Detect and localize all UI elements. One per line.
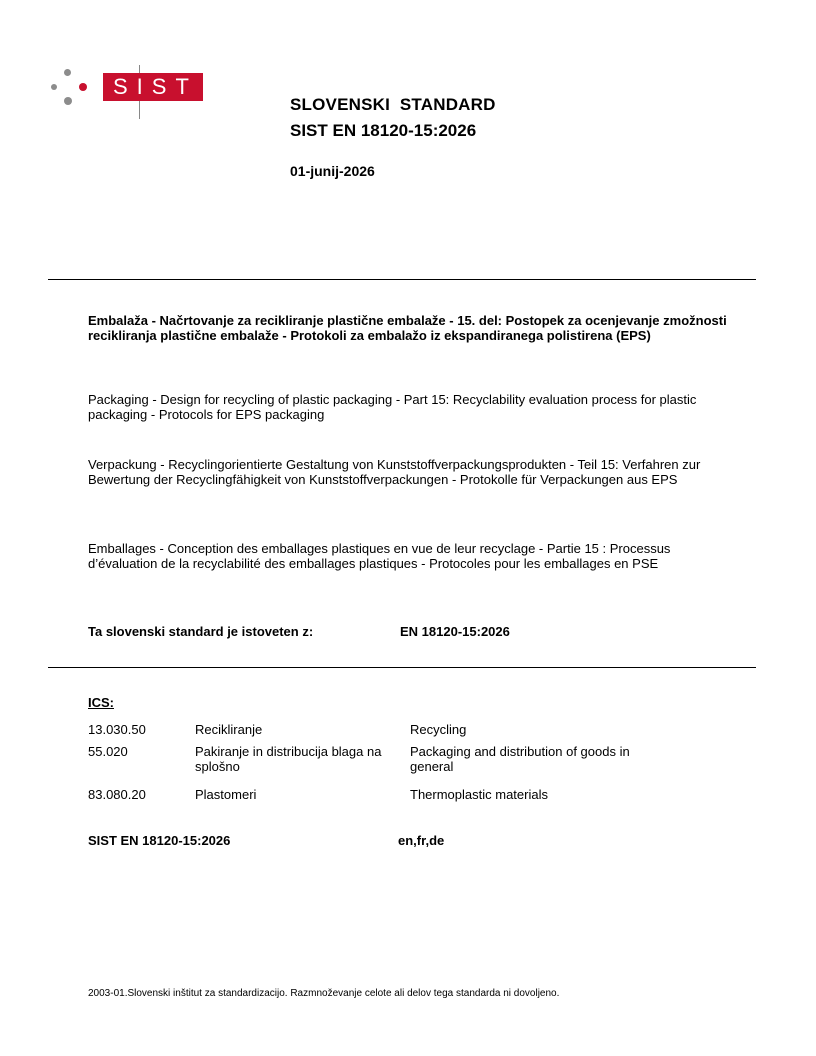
logo-dot-icon bbox=[51, 84, 57, 90]
ics-description-sl: Recikliranje bbox=[195, 722, 263, 737]
title-german: Verpackung - Recyclingorientierte Gestaltung von Kunststoffverpackungsprodukten - Teil 15: Verfahren zur Bewertung der Recyclingfähigkeit von Kunststoffverpackungen - Protokolle für Verpackungen aus EPS bbox=[88, 457, 701, 487]
footer-standard-number: SIST EN 18120-15:2026 bbox=[88, 833, 231, 848]
ics-description-sl: Pakiranje in distribucija blaga na splošno bbox=[195, 744, 382, 774]
document-type: SLOVENSKI STANDARD bbox=[290, 95, 496, 114]
footer-languages: en,fr,de bbox=[398, 833, 445, 848]
ics-code: 55.020 bbox=[88, 744, 128, 759]
standard-number: SIST EN 18120-15:2026 bbox=[290, 121, 477, 140]
ics-code: 13.030.50 bbox=[88, 722, 146, 737]
logo-dot-icon bbox=[64, 69, 71, 76]
ics-description-en: Recycling bbox=[410, 722, 467, 737]
logo-dot-icon bbox=[64, 97, 72, 105]
title-english: Packaging - Design for recycling of plastic packaging - Part 15: Recyclability evaluation process for plastic packaging - Protocols for EPS packaging bbox=[88, 392, 697, 422]
ics-code: 83.080.20 bbox=[88, 787, 146, 802]
divider-bottom bbox=[48, 667, 756, 668]
identical-value: EN 18120-15:2026 bbox=[400, 624, 510, 639]
ics-description-sl: Plastomeri bbox=[195, 787, 257, 802]
ics-description-en: Packaging and distribution of goods in general bbox=[410, 744, 630, 774]
logo-text: SIST bbox=[113, 74, 198, 99]
ics-heading: ICS: bbox=[88, 695, 114, 710]
identical-label: Ta slovenski standard je istoveten z: bbox=[88, 624, 314, 639]
divider-top bbox=[48, 279, 756, 280]
logo-dot-icon bbox=[79, 83, 87, 91]
ics-description-en: Thermoplastic materials bbox=[410, 787, 548, 802]
copyright-notice: 2003-01.Slovenski inštitut za standardizacijo. Razmnoževanje celote ali delov tega standarda ni dovoljeno. bbox=[88, 988, 560, 999]
publication-date: 01-junij-2026 bbox=[290, 163, 375, 179]
title-french: Emballages - Conception des emballages plastiques en vue de leur recyclage - Partie 15 : Processus d’évaluation de la recyclabilité des emballages plastiques - Protocoles pour les emballages en PSE bbox=[88, 541, 671, 571]
sist-logo bbox=[48, 65, 208, 119]
title-slovenian: Embalaža - Načrtovanje za recikliranje plastične embalaže - 15. del: Postopek za ocenjevanje zmožnosti recikliranja plastične embalaže - Protokoli za embalažo iz ekspandiranega polistirena (EPS) bbox=[88, 313, 727, 343]
